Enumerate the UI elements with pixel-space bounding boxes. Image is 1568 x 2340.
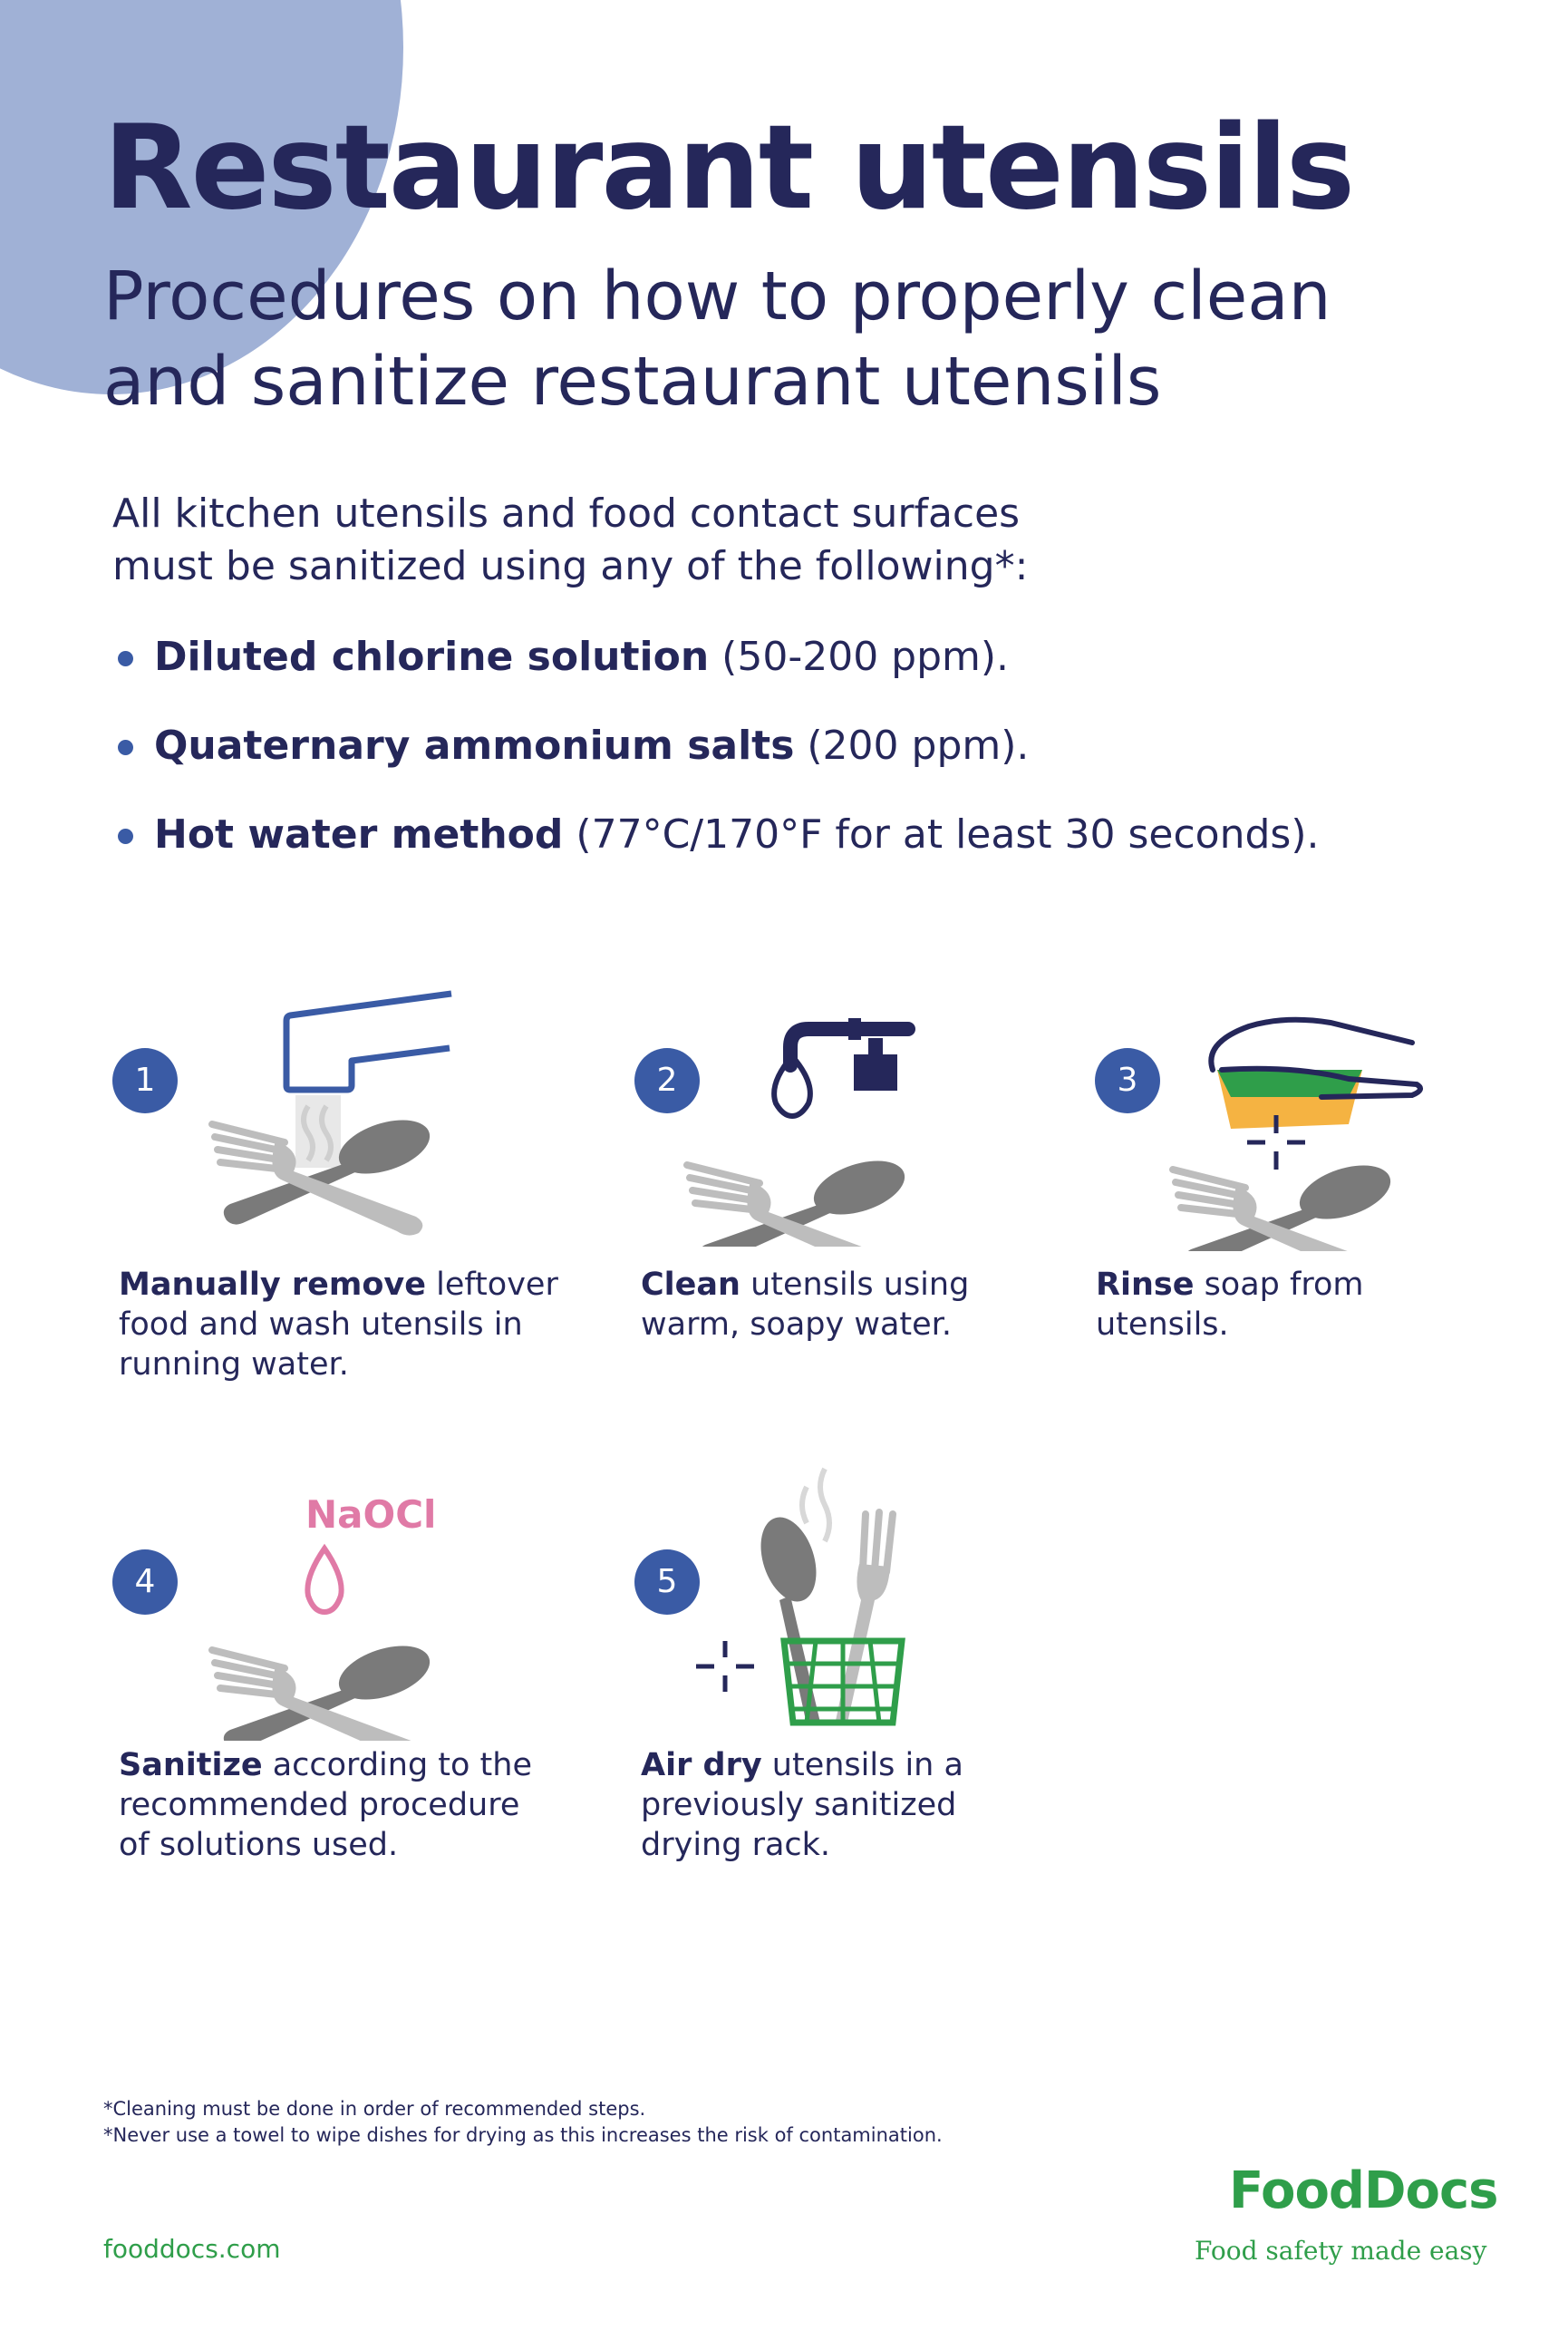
naocl-label: NaOCl	[305, 1492, 437, 1537]
sanitizer-methods-list	[118, 631, 1319, 898]
step-description: Sanitize according to the recommended procedure of solutions used.	[119, 1747, 532, 1863]
step-number-badge: 4	[112, 1549, 178, 1615]
website-link[interactable]: fooddocs.com	[103, 2234, 281, 2264]
step-description: Manually remove leftover food and wash utensils in running water.	[119, 1267, 558, 1383]
method-item: Diluted chlorine solution (50-200 ppm).	[118, 631, 1319, 720]
footnotes: *Cleaning must be done in order of recommended steps. *Never use a towel to wipe dishes for drying as this increases the risk of contamination.	[103, 2098, 943, 2146]
naocl-drop-icon	[207, 1541, 469, 1741]
fooddocs-logo: FoodDocs	[1229, 2161, 1498, 2220]
step-number-badge: 2	[634, 1048, 700, 1113]
bullet-dot	[118, 740, 133, 755]
page-title: Restaurant utensils	[103, 101, 1353, 236]
running-faucet-icon	[207, 988, 469, 1242]
method-item: Quaternary ammonium salts (200 ppm).	[118, 720, 1319, 809]
drying-rack-icon	[689, 1460, 943, 1750]
step-number-badge: 5	[634, 1549, 700, 1615]
step-number-badge: 1	[112, 1048, 178, 1113]
brand-tagline: Food safety made easy	[1195, 2236, 1487, 2266]
page-subtitle: Procedures on how to properly clean and sanitize restaurant utensils	[103, 257, 1331, 421]
soap-tap-icon	[682, 1011, 944, 1247]
intro-text: All kitchen utensils and food contact surfaces must be sanitized using any of the following*:	[112, 490, 1029, 589]
sponge-hand-icon	[1167, 1006, 1430, 1251]
bullet-dot	[118, 829, 133, 844]
step-description: Clean utensils using warm, soapy water.	[641, 1267, 970, 1343]
step-description: Air dry utensils in a previously sanitized drying rack.	[641, 1747, 963, 1863]
method-item: Hot water method (77°C/170°F for at least 30 seconds).	[118, 809, 1319, 898]
bullet-dot	[118, 651, 133, 666]
step-number-badge: 3	[1095, 1048, 1160, 1113]
step-description: Rinse soap from utensils.	[1096, 1267, 1364, 1343]
